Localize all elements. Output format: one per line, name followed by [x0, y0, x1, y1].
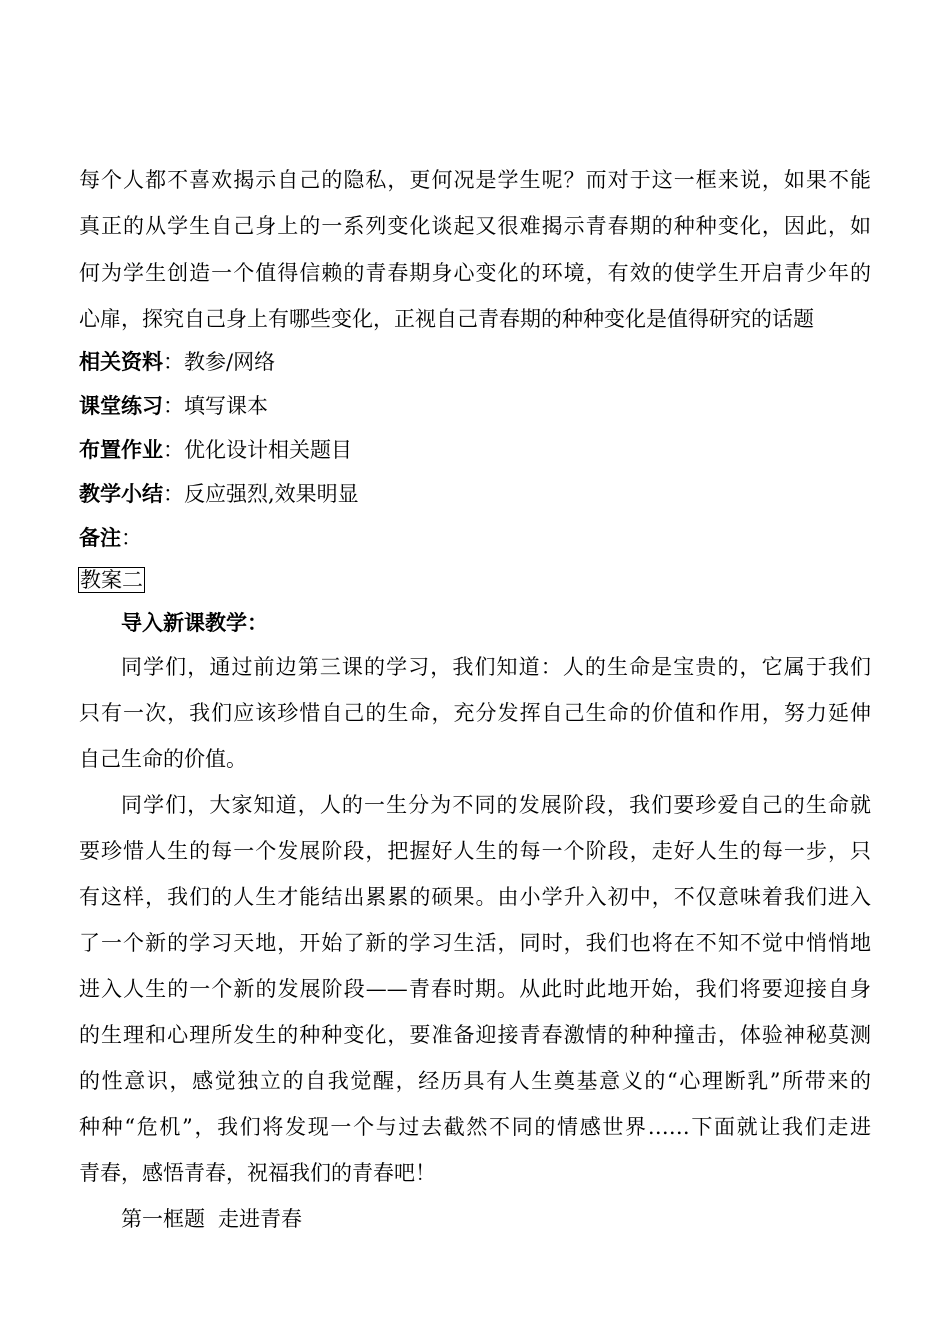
- field-reference-materials: [79, 347, 275, 377]
- paragraph-line: 青春，感悟青春，祝福我们的青春吧！: [79, 1161, 436, 1185]
- paragraph-line: 的性意识，感觉独立的自我觉醒，经历具有人生奠基意义的“心理断乳”所带来的: [79, 1069, 871, 1093]
- field-label: 布置作业: [79, 438, 163, 462]
- field-remarks: [79, 523, 142, 553]
- field-colon: ：: [121, 526, 142, 550]
- field-value: 教参/网络: [184, 350, 276, 374]
- paragraph-line: 同学们，通过前边第三课的学习，我们知道：人的生命是宝贵的，它属于我们: [121, 655, 871, 679]
- section-heading: 导入新课教学：: [121, 611, 268, 635]
- paragraph-line: 进入人生的一个新的发展阶段——青春时期。从此时此地开始，我们将要迎接自身: [79, 977, 871, 1001]
- frame-title: 第一框题: [121, 1207, 205, 1231]
- paragraph-line: 的生理和心理所发生的种种变化，要准备迎接青春激情的种种撞击，体验神秘莫测: [79, 1023, 871, 1047]
- field-label: 相关资料: [79, 350, 163, 374]
- field-teaching-summary: [79, 479, 359, 509]
- field-label: 教学小结: [79, 482, 163, 506]
- intro-line: 心扉，探究自己身上有哪些变化，正视自己青春期的种种变化是值得研究的话题: [79, 307, 814, 331]
- paragraph-line: 只有一次，我们应该珍惜自己的生命，充分发挥自己生命的价值和作用，努力延伸: [79, 701, 871, 725]
- field-value: 填写课本: [184, 394, 268, 418]
- paragraph-line: 有这样，我们的人生才能结出累累的硕果。由小学升入初中，不仅意味着我们进入: [79, 885, 871, 909]
- intro-line: 何为学生创造一个值得信赖的青春期身心变化的环境，有效的使学生开启青少年的: [79, 261, 871, 285]
- frame-name: 走进青春: [218, 1207, 302, 1231]
- field-value: 优化设计相关题目: [184, 438, 352, 462]
- paragraph-line: 同学们，大家知道，人的一生分为不同的发展阶段，我们要珍爱自己的生命就: [121, 793, 871, 817]
- field-class-exercise: [79, 391, 268, 421]
- field-colon: ：: [163, 394, 184, 418]
- paragraph-line: 自己生命的价值。: [79, 747, 247, 771]
- field-colon: ：: [163, 438, 184, 462]
- field-homework: [79, 435, 352, 465]
- field-value: 反应强烈,效果明显: [184, 482, 359, 506]
- field-colon: ：: [163, 482, 184, 506]
- field-label: 课堂练习: [79, 394, 163, 418]
- plan-title: 教案二: [80, 568, 143, 592]
- intro-line: 真正的从学生自己身上的一系列变化谈起又很难揭示青春期的种种变化，因此，如: [79, 214, 871, 238]
- paragraph-line: 种种“危机”，我们将发现一个与过去截然不同的情感世界……下面就让我们走进: [79, 1115, 871, 1139]
- field-colon: ：: [163, 350, 184, 374]
- intro-line: 每个人都不喜欢揭示自己的隐私，更何况是学生呢？而对于这一框来说，如果不能: [79, 168, 871, 192]
- paragraph-line: 了一个新的学习天地，开始了新的学习生活，同时，我们也将在不知不觉中悄悄地: [79, 931, 871, 955]
- paragraph-line: 要珍惜人生的每一个发展阶段，把握好人生的每一个阶段，走好人生的每一步，只: [79, 839, 871, 863]
- field-label: 备注: [79, 526, 121, 550]
